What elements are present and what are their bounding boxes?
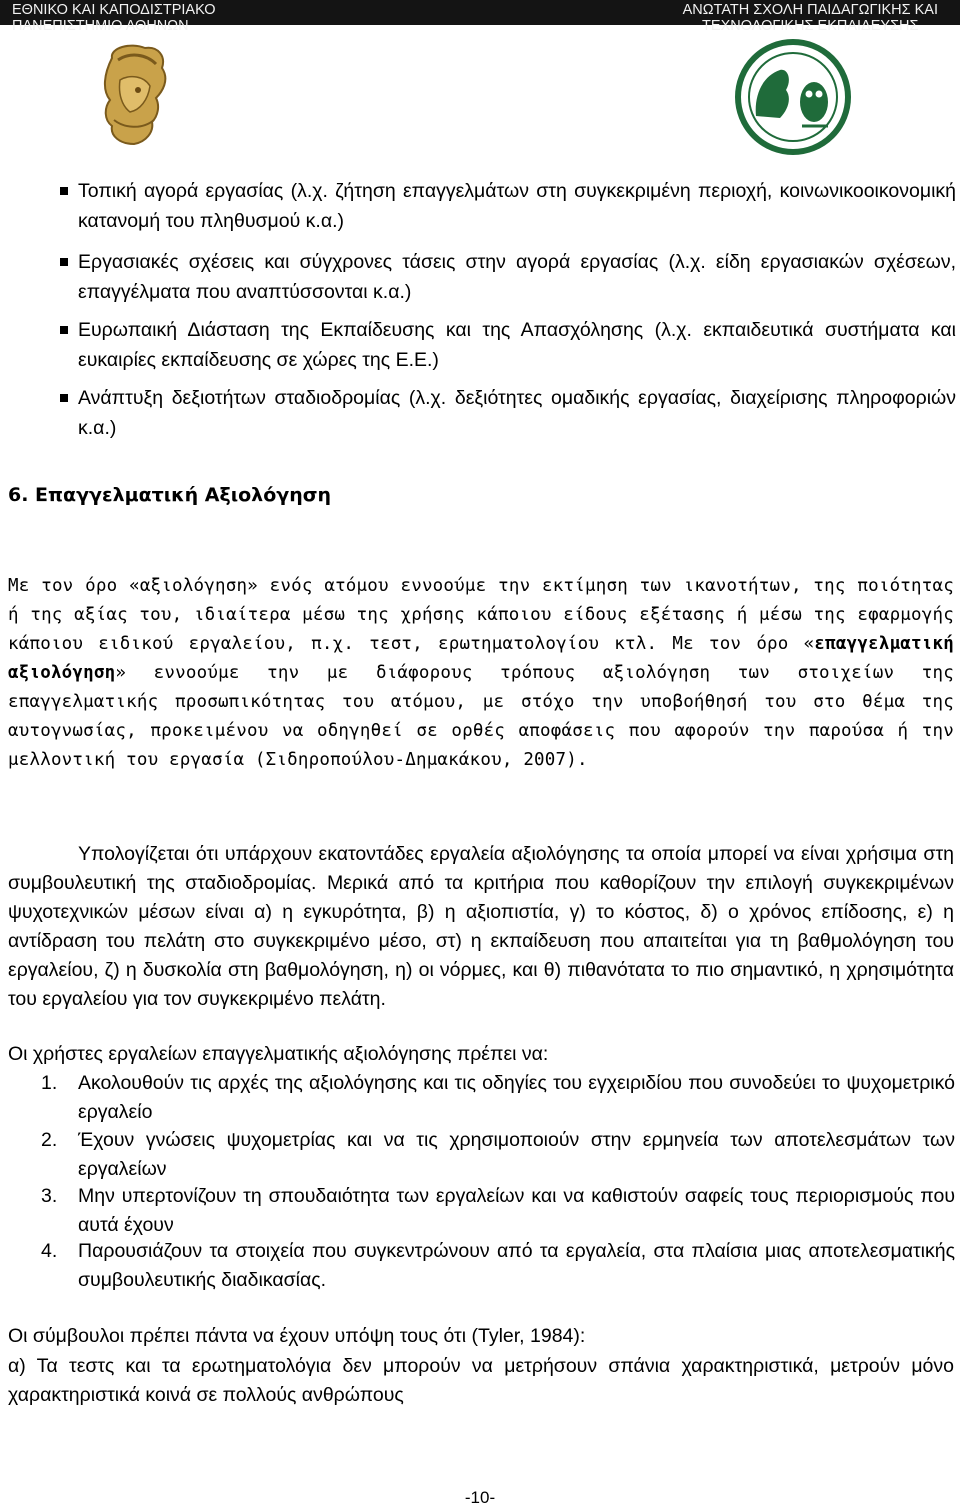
header-left-line2: ΠΑΝΕΠΙΣΤΗΜΙΟ ΑΘΗΝΩΝ [12,18,189,34]
list-item [41,1126,955,1184]
paragraph-text: Υπολογίζεται ότι υπάρχουν εκατοντάδες εργαλεία αξιολόγησης τα οποία μπορεί να είναι χρήσιμα στη συμβουλευτική της σταδιοδρομίας. Μερικά από τα κριτήρια που καθορίζουν την επιλογή συγκεκριμένων ψυχοτεχνικών μέσων είναι α) η εγκυρότητα, β) η αξιοπιστία, γ) το κόστος, δ) ο χρόνος επίδοσης, ε) η αντίδραση του πελάτη στο συγκεκριμένο μέσο, στ) η εκπαίδευση που απαιτείται για τη βαθμολόγηση του εργαλείου, ζ) η δυσκολία στη βαθμολόγηση, η) οι νόρμες, και θ) πιθανότατα το πιο σημαντικό, η χρησιμότητα του εργαλείου για τον συγκεκριμένο πελάτη. [8,843,954,1010]
school-seal-icon [718,38,868,156]
bullet-text: Τοπική αγορά εργασίας (λ.χ. ζήτηση επαγγελμάτων στη συγκεκριμένη περιοχή, κοινωνικοοικονομική κατανομή του πληθυσμού κ.α.) [78,180,956,232]
paragraph-advisors: Οι σύμβουλοι πρέπει πάντα να έχουν υπόψη τους ότι (Tyler, 1984): [8,1325,586,1347]
list-number: 4. [41,1240,58,1262]
bullet-item [78,247,956,307]
list-item [41,1182,955,1240]
bullet-text: Εργασιακές σχέσεις και σύγχρονες τάσεις στην αγορά εργασίας (λ.χ. είδη εργασιακών σχέσεων, επαγγέλματα που αναπτύσσονται κ.α.) [78,251,956,303]
page-number: -10- [464,1488,496,1507]
list-intro: Οι χρήστες εργαλείων επαγγελματικής αξιολόγησης πρέπει να: [8,1043,549,1065]
bullet-item [78,176,956,236]
paragraph-text: Με τον όρο «αξιολόγηση» ενός ατόμου εννοούμε την εκτίμηση των ικανοτήτων, της ποιότητας ή της αξίας του, ιδιαίτερα μέσω της χρήσης κάποιου είδους εξέτασης ή μέσω της εφαρμογής κάποιου ειδικού εργαλείου, π.χ. τεστ, ερωτηματολογίου κτλ. Με τον όρο « [8,576,954,654]
list-number: 2. [41,1129,58,1151]
bullet-item [78,315,956,375]
list-text: Έχουν γνώσεις ψυχομετρίας και να τις χρησιμοποιούν στην ερμηνεία των αποτελεσμάτων των εργαλείων [78,1129,955,1180]
bullet-text: Ανάπτυξη δεξιοτήτων σταδιοδρομίας (λ.χ. δεξιότητες ομαδικής εργασίας, διαχείρισης πληροφοριών κ.α.) [78,387,956,439]
paragraph-tests: α) Τα τεστς και τα ερωτηματολόγια δεν μπορούν να μετρήσουν σπάνια χαρακτηριστικά, μετρούν μόνο χαρακτηριστικά κοινά σε πολλούς ανθρώπους [8,1355,954,1406]
bullet-square-icon [60,187,68,195]
list-item [41,1237,955,1295]
list-number: 1. [41,1072,58,1094]
page-header [0,0,960,34]
paragraph-tools [8,840,954,1014]
list-text: Ακολουθούν τις αρχές της αξιολόγησης και τις οδηγίες του εγχειριδίου που συνοδεύει το ψυχομετρικό εργαλείο [78,1072,955,1123]
header-left-line1: ΕΘΝΙΚΟ ΚΑΙ ΚΑΠΟΔΙΣΤΡΙΑΚΟ [12,2,216,18]
bullet-square-icon [60,326,68,334]
header-left [12,2,216,34]
bold-term: επαγγελματική αξιολόγηση [8,634,954,683]
section-title: 6. Επαγγελματική Αξιολόγηση [8,484,332,506]
list-text: Μην υπερτονίζουν τη σπουδαιότητα των εργαλείων και να καθιστούν σαφείς τους περιορισμούς που αυτά έχουν [78,1185,955,1236]
header-right-line2: ΤΕΧΝΟΛΟΓΙΚΗΣ ΕΚΠΑΙΔΕΥΣΗΣ [702,18,919,34]
bullet-square-icon [60,258,68,266]
bullet-item [78,383,956,443]
header-right-line1: ΑΝΩΤΑΤΗ ΣΧΟΛΗ ΠΑΙΔΑΓΩΓΙΚΗΣ ΚΑΙ [682,2,938,18]
list-text: Παρουσιάζουν τα στοιχεία που συγκεντρώνουν από τα εργαλεία, στα πλαίσια μιας αποτελεσματικής συμβουλευτικής διαδικασίας. [78,1240,955,1291]
header-right [683,2,938,34]
university-logo-icon [90,40,180,150]
list-item [41,1069,955,1127]
bullet-text: Ευρωπαική Διάσταση της Εκπαίδευσης και της Απασχόλησης (λ.χ. εκπαιδευτικά συστήματα και ευκαιρίες εκπαίδευσης σε χώρες της Ε.Ε.) [78,319,956,371]
list-number: 3. [41,1185,58,1207]
paragraph-assessment [8,572,954,775]
bullet-square-icon [60,394,68,402]
paragraph-text: » εννοούμε την με διάφορους τρόπους αξιολόγηση των στοιχείων της επαγγελματικής προσωπικότητας του ατόμου, με στόχο την υποβοήθησή του στο θέμα της αυτογνωσίας, προκειμένου να οδηγηθεί σε ορθές αποφάσεις που αφορούν την παρούσα ή την μελλοντική του εργασία (Σιδηροπούλου-Δημακάκου, 2007). [8,663,954,770]
